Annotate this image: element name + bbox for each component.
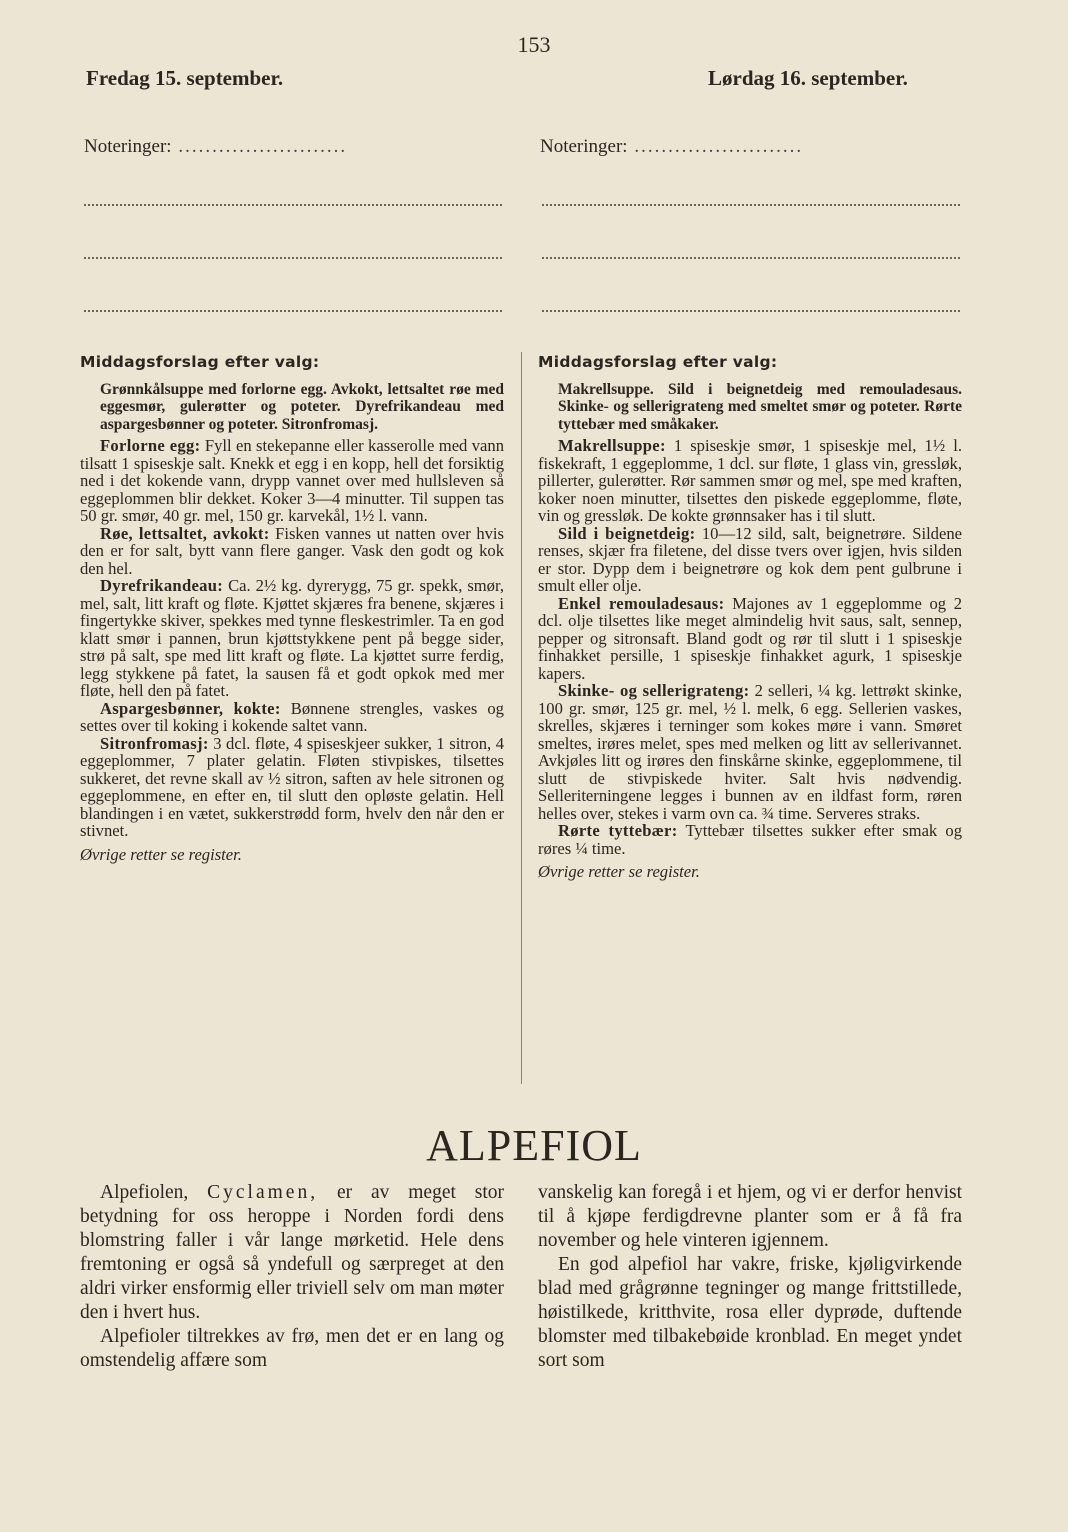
article-paragraph: Alpefioler tiltrekkes av frø, men det er en lang og omstendelig affære som <box>80 1326 504 1371</box>
column-divider <box>521 352 522 1084</box>
recipe-roe: Røe, lettsaltet, avkokt: Fisken vannes ut natten over hvis den er for salt, bytt vann flere ganger. Vask den godt og kok den hel. <box>80 523 504 578</box>
menu-summary: Grønnkålsuppe med forlorne egg. Avkokt, lettsaltet røe med eggesmør, gulerøtter og poteter. Dyrefrikandeau med aspargesbønner og poteter. Sitronfromasj. <box>100 380 504 433</box>
article-paragraph: En god alpefiol har vakre, friske, kjøligvirkende blad med grågrønne tegninger og mange frittstillede, høistilkede, kritthvite, rosa eller dyprøde, duftende blomster med tilbakebøide kronblad. En meget yndet sort som <box>538 1254 962 1371</box>
more-dishes-note: Øvrige retter se register. <box>538 862 700 881</box>
article-right-column <box>538 1181 962 1373</box>
notes-line-right-3 <box>542 310 960 312</box>
page-number: 153 <box>517 32 551 57</box>
article-paragraph: Alpefiolen, Cyclamen, er av meget stor betydning for oss heroppe i Norden fordi dens blomstring faller i vår lange mørketid. Hele dens fremtoning er også så yndefull og særpreget at den aldri virker ensformig eller triviell selv om man møter den i hvert hus. <box>80 1182 505 1323</box>
notes-label-left: Noteringer: <box>84 136 172 157</box>
recipe-remouladesaus: Enkel remouladesaus: Majones av 1 eggeplomme og 2 dcl. olje tilsettes like meget almindelig hvit saus, salt, sennep, pepper og sitronsaft. Bland godt og rør til slutt i 1 spiseskje finhakket persille, 1 spiseskje finhakket agurk, 1 spiseskje kapers. <box>538 593 962 683</box>
notes-line-right-2 <box>542 257 960 259</box>
recipe-rorte-tyttebaer: Rørte tyttebær: Tyttebær tilsettes sukker efter smak og røres ¼ time. <box>538 821 962 858</box>
day-heading-friday: Fredag 15. september. <box>86 66 284 90</box>
menu-summary: Makrellsuppe. Sild i beignetdeig med remouladesaus. Skinke- og sellerigrateng med smeltet smør og poteter. Rørte tyttebær med småkaker. <box>558 380 962 433</box>
recipe-aspargesbonner: Aspargesbønner, kokte: Bønnene strengles, vaskes og settes over til koking i kokende saltet vann. <box>80 698 504 735</box>
article-paragraph: vanskelig kan foregå i et hjem, og vi er derfor henvist til å kjøpe ferdigdrevne planter som er å få fra november og hele vinteren igjennem. <box>538 1182 962 1251</box>
article-left-column <box>80 1181 504 1373</box>
recipe-forlorne-egg: Forlorne egg: Fyll en stekepanne eller kasserolle med vann tilsatt 1 spiseskje salt. Knekk et egg i en kopp, hell det forsiktig ned i det kokende vann, drypp vannet over med hullsleven så eggeplommen blir dekket. Koker 3—4 minutter. Til suppen tas 50 gr. smør, 40 gr. mel, 150 gr. karvekål, 1½ l. vann. <box>80 436 505 525</box>
notes-line-right-1 <box>542 204 960 206</box>
menu-saturday <box>538 354 962 881</box>
more-dishes-note: Øvrige retter se register. <box>80 844 242 864</box>
notes-right: Noteringer: ......................... <box>540 136 804 157</box>
notes-line-left-3 <box>84 310 502 312</box>
recipe-makrellsuppe: Makrellsuppe: 1 spiseskje smør, 1 spiseskje mel, 1½ l. fiskekraft, 1 eggeplomme, 1 dcl. sur fløte, 1 glass vin, gressløk, pillerter, gulerøtter. Rør sammen smør og mel, spe med kraften, koker noen minutter, tilsettes den piskede eggeplomme, fløte, vin og gressløk. De kokte grønnsaker has i til slutt. <box>538 436 962 525</box>
notes-line-left-2 <box>84 257 502 259</box>
recipe-sild-beignetdeig: Sild i beignetdeig: 10—12 sild, salt, beignetrøre. Sildene renses, skjær fra filetene, del disse tvers over igjen, hvis silden er stor. Dypp dem i beignetrøre og kok dem pent gulbrune i smult eller olje. <box>538 523 963 595</box>
recipe-sitronfromasj: Sitronfromasj: 3 dcl. fløte, 4 spiseskjeer sukker, 1 sitron, 4 eggeplommer, 7 plater gelatin. Fløten stivpiskes, tilsettes sukkeret, det revne skall av ½ sitron, saften av hele sitronen og eggeplommene, en efter en, til slutt den opløste gelatin. Hell blandingen i en vætet, sukkerstrødd form, hvelv den når den er stivnet. <box>80 733 504 840</box>
notes-label-right: Noteringer: <box>540 136 628 157</box>
menu-title: Middagsforslag efter valg: <box>538 353 778 371</box>
recipe-dyrefrikandeau: Dyrefrikandeau: Ca. 2½ kg. dyrerygg, 75 gr. spekk, smør, mel, salt, litt kraft og fløte. Kjøttet skjæres fra benene, skjæres i fingertykke skiver, spekkes med tynne fleskestrimler. Ta en god klatt smør i pannen, brun kjøttstykkene pent på begge sider, strø på salt, spe med litt kraft og fløte. La kjøttet surre ferdig, legg stykkene på fatet, la sausen få et godt opkok med mer fløte, hell den på fatet. <box>80 576 504 700</box>
notes-line-left-1 <box>84 204 502 206</box>
notes-left: Noteringer: ......................... <box>84 136 348 157</box>
menu-friday <box>80 354 504 863</box>
day-heading-saturday: Lørdag 16. september. <box>708 66 908 90</box>
article-title: ALPEFIOL <box>426 1121 642 1170</box>
cyclamen-term: Cyclamen, <box>207 1182 319 1203</box>
menu-title: Middagsforslag efter valg: <box>80 353 320 371</box>
recipe-sellerigrateng: Skinke- og sellerigrateng: 2 selleri, ¼ kg. lettrøkt skinke, 100 gr. smør, 125 gr. mel, ½ l. melk, 6 egg. Sellerien vaskes, skrelles, skjæres i terninger som kokes møre i vann. Smøret smeltes, irøres melet, spes med melken og litt av sellerivannet. Avkjøles litt og irøres den finskårne skinke, eggeplommene, til slutt de stivpiskede hviter. Salt hvis nødvendig. Selleriterningene legges i bunnen av en ildfast form, røren helles over, stekes i varm ovn ca. ¾ time. Serveres straks. <box>538 681 962 823</box>
